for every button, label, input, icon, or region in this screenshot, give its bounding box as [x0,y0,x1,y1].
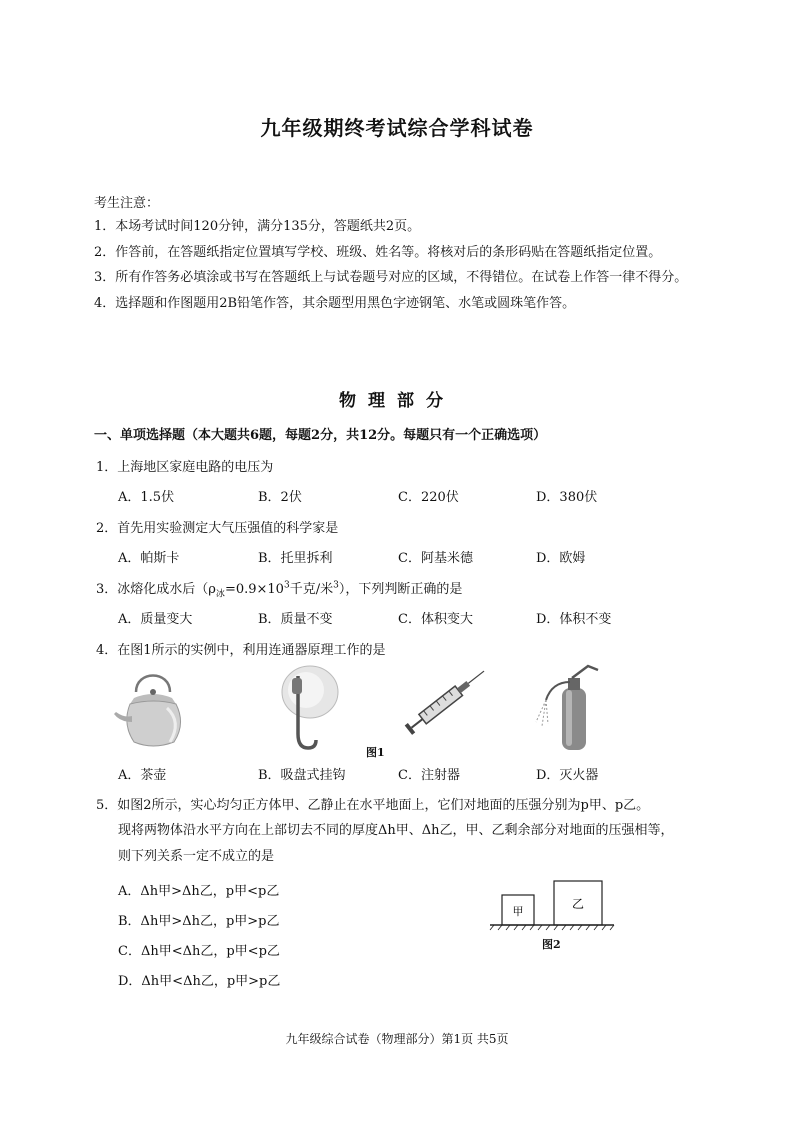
fire-extinguisher-image [528,660,608,752]
option-a[interactable]: A．帕斯卡 [118,551,180,566]
teapot-image [112,664,192,754]
question-5-line3: 则下列关系一定不成立的是 [118,849,275,864]
block-jia-label: 甲 [512,905,524,918]
q5-option-b[interactable]: B．Δh甲>Δh乙，p甲>p乙 [118,914,280,929]
option-c[interactable]: C．220伏 [398,490,459,505]
question-1-stem: 1．上海地区家庭电路的电压为 [96,460,274,475]
option-d[interactable]: D．体积不变 [536,612,612,627]
option-a[interactable]: A．1.5伏 [118,490,175,505]
option-b[interactable]: B．质量不变 [258,612,333,627]
notice-item: 4．选择题和作图题用2B铅笔作答，其余题型用黑色字迹钢笔、水笔或圆珠笔作答。 [94,295,576,311]
option-b[interactable]: B．托里拆利 [258,551,333,566]
section-title: 物理部分 [339,391,455,411]
question-4-stem: 4．在图1所示的实例中，利用连通器原理工作的是 [96,643,386,658]
option-b[interactable]: B．吸盘式挂钩 [258,768,346,783]
q5-option-a[interactable]: A．Δh甲>Δh乙，p甲<p乙 [118,884,280,899]
q3-sup2: 3 [333,580,339,591]
notice-item: 2．作答前，在答题纸指定位置填写学校、班级、姓名等。将核对后的条形码贴在答题纸指定位置。 [94,244,662,260]
option-b[interactable]: B．2伏 [258,490,302,505]
block-yi-label: 乙 [571,897,585,911]
option-c[interactable]: C．体积变大 [398,612,473,627]
q3-sub: 冰 [215,589,225,600]
option-d[interactable]: D．欧姆 [536,551,586,566]
question-5-line1: 5．如图2所示，实心均匀正方体甲、乙静止在水平地面上，它们对地面的压强分别为p甲、p乙。 [96,798,650,813]
notice-list [94,214,714,316]
question-2-stem: 2．首先用实验测定大气压强值的科学家是 [96,521,339,536]
figure-2-diagram [488,878,616,934]
notice-item: 1．本场考试时间120分钟，满分135分，答题纸共2页。 [94,219,421,234]
option-a[interactable]: A．质量变大 [118,612,193,627]
q5-option-c[interactable]: C．Δh甲<Δh乙，p甲<p乙 [118,944,280,959]
q3-prefix: 3．冰熔化成水后（ρ [96,582,216,597]
syringe-image [402,660,492,740]
option-c[interactable]: C．阿基米德 [398,551,473,566]
q3-suffix: ），下列判断正确的是 [338,582,463,597]
exam-title: 九年级期终考试综合学科试卷 [260,116,534,140]
q3-sup: 3 [283,580,290,591]
q3-mid: =0.9×10 [224,582,284,597]
question-3-stem [96,578,462,600]
q3-unit: 千克/米 [289,582,334,597]
notice-heading: 考生注意： [94,196,160,211]
question-5-line2: 现将两物体沿水平方向在上部切去不同的厚度Δh甲、Δh乙，甲、乙剩余部分对地面的压强相等， [118,823,674,838]
option-d[interactable]: D．380伏 [536,490,598,505]
q5-option-d[interactable]: D．Δh甲<Δh乙，p甲>p乙 [118,974,281,989]
notice-item: 3．所有作答务必填涂或书写在答题纸上与试卷题号对应的区域，不得错位。在试卷上作答一律不得分。 [94,270,688,285]
option-d[interactable]: D．灭火器 [536,768,599,783]
part1-heading: 一、单项选择题（本大题共6题，每题2分，共12分。每题只有一个正确选项） [94,428,547,443]
option-c[interactable]: C．注射器 [398,768,460,783]
figure-2-caption: 图2 [542,938,561,951]
figure-1-caption: 图1 [366,746,385,759]
suction-hook-image [272,664,342,754]
page-footer: 九年级综合试卷（物理部分）第1页 共5页 [285,1032,509,1046]
option-a[interactable]: A．茶壶 [118,768,167,783]
